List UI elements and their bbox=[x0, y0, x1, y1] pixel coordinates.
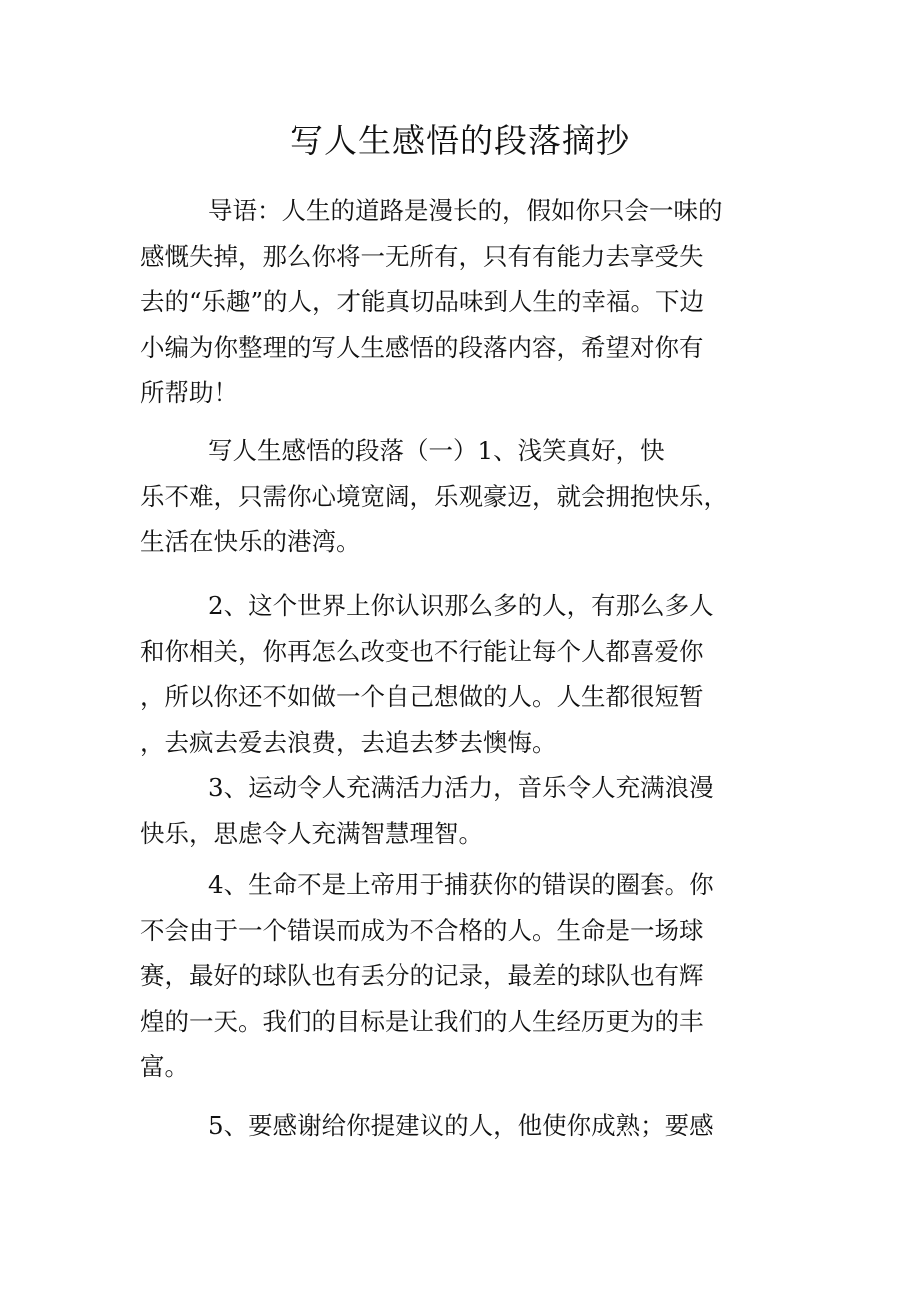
document-title: 写人生感悟的段落摘抄 bbox=[290, 121, 630, 160]
paragraph-line: 赛，最好的球队也有丢分的记录，最差的球队也有辉 bbox=[140, 961, 704, 990]
paragraph-line: 2、这个世界上你认识那么多的人，有那么多人 bbox=[208, 591, 714, 620]
paragraph-line: ，所以你还不如做一个自己想做的人。人生都很短暂 bbox=[140, 682, 704, 711]
intro-line: 去的“乐趣”的人，才能真切品味到人生的幸福。下边 bbox=[140, 287, 705, 316]
paragraph-line: 生活在快乐的港湾。 bbox=[140, 527, 361, 556]
paragraph-line: 乐不难，只需你心境宽阔，乐观豪迈，就会拥抱快乐， bbox=[140, 481, 728, 511]
intro-paragraph bbox=[140, 188, 750, 416]
intro-line: 感慨失掉，那么你将一无所有，只有有能力去享受失 bbox=[140, 241, 704, 271]
paragraph-line: 和你相关，你再怎么改变也不行能让每个人都喜爱你 bbox=[140, 636, 704, 666]
intro-line: 导语：人生的道路是漫长的，假如你只会一味的 bbox=[208, 196, 723, 225]
paragraph-3 bbox=[140, 765, 750, 856]
paragraph-line: 富。 bbox=[140, 1052, 189, 1081]
paragraph-line: 快乐，思虑令人充满智慧理智。 bbox=[140, 818, 483, 848]
intro-line: 小编为你整理的写人生感悟的段落内容，希望对你有 bbox=[140, 332, 704, 362]
paragraph-5 bbox=[140, 1103, 750, 1149]
paragraph-1 bbox=[140, 428, 750, 565]
paragraph-line: 3、运动令人充满活力活力，音乐令人充满浪漫 bbox=[208, 773, 714, 802]
paragraph-line: 煌的一天。我们的目标是让我们的人生经历更为的丰 bbox=[140, 1006, 704, 1036]
paragraph-line: 5、要感谢给你提建议的人，他使你成熟；要感 bbox=[208, 1111, 714, 1140]
paragraph-line: ，去疯去爱去浪费，去追去梦去懊悔。 bbox=[140, 727, 557, 757]
paragraph-2 bbox=[140, 583, 750, 765]
intro-line: 所帮助！ bbox=[140, 378, 238, 407]
paragraph-line: 4、生命不是上帝用于捕获你的错误的圈套。你 bbox=[208, 870, 714, 899]
paragraph-4 bbox=[140, 862, 750, 1090]
paragraph-line: 不会由于一个错误而成为不合格的人。生命是一场球 bbox=[140, 915, 704, 945]
paragraph-line: 写人生感悟的段落（一）1、浅笑真好，快 bbox=[208, 436, 665, 465]
